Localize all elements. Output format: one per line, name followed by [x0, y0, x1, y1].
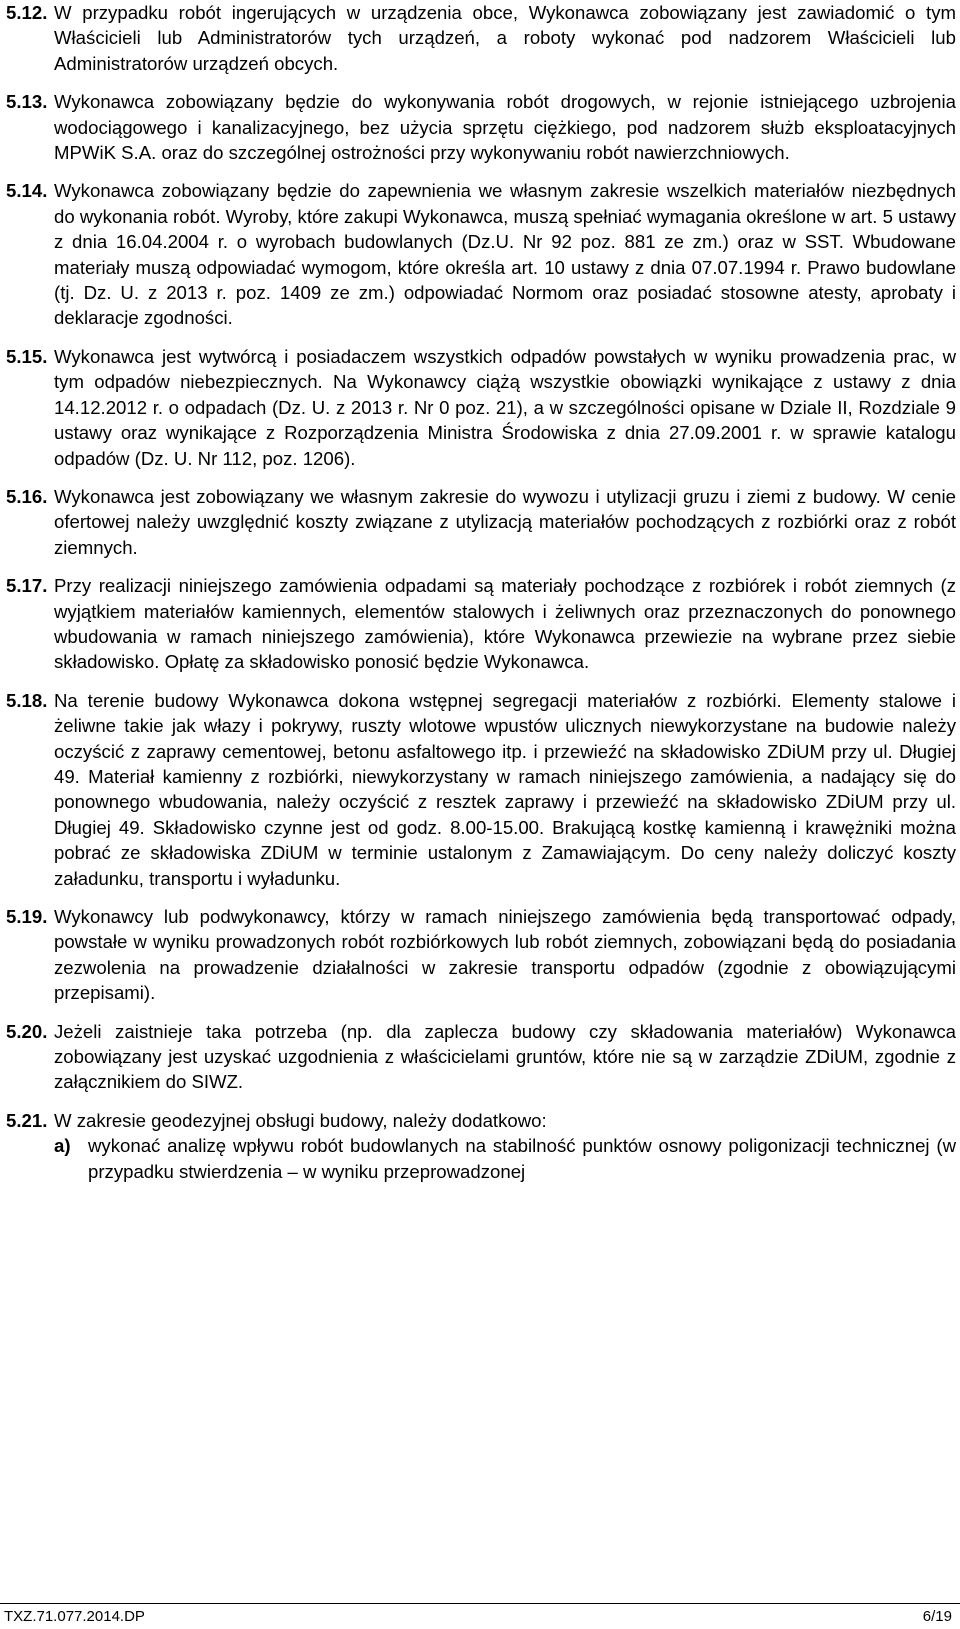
page-footer — [0, 1603, 960, 1629]
paragraph-text: Jeżeli zaistnieje taka potrzeba (np. dla zaplecza budowy czy składowania materiałów) Wykonawca zobowiązany jest uzyskać uzgodnienia z właścicielami gruntów, które nie są w zarządzie ZDiUM, zgodnie z załącznikiem do SIWZ. — [54, 1020, 956, 1093]
paragraph-5-15 — [6, 344, 956, 471]
subitem-label: a) — [54, 1135, 71, 1157]
paragraph-5-19 — [6, 904, 956, 1006]
paragraph-5-14 — [6, 178, 956, 330]
paragraph-5-17 — [6, 573, 956, 675]
paragraph-number: 5.21. — [6, 1109, 48, 1131]
paragraph-text: Wykonawcy lub podwykonawcy, którzy w ramach niniejszego zamówienia będą transportować odpady, powstałe w wyniku prowadzonych robót rozbiórkowych lub robót ziemnych, zobowiązani będą do posiadania zezwolenia na prowadzenie działalności w zakresie transportu odpadów (zgodnie z obowiązującymi przepisami). — [54, 906, 956, 1004]
paragraph-5-20 — [6, 1019, 956, 1095]
paragraph-text: Wykonawca zobowiązany będzie do wykonywania robót drogowych, w rejonie istniejącego uzbrojenia wodociągowego i kanalizacyjnego, bez użycia sprzętu ciężkiego, pod nadzorem służb eksploatacyjnych MPWiK S.A. oraz do szczególnej ostrożności przy wykonywaniu robót nawierzchniowych. — [54, 91, 956, 164]
paragraph-number: 5.16. — [6, 485, 48, 507]
paragraph-number: 5.20. — [6, 1020, 48, 1042]
paragraph-text: W przypadku robót ingerujących w urządzenia obce, Wykonawca zobowiązany jest zawiadomić o tym Właścicieli lub Administratorów tych urządzeń, a roboty wykonać pod nadzorem Właścicieli lub Administratorów urządzeń obcych. — [54, 2, 956, 74]
paragraph-text: Wykonawca zobowiązany będzie do zapewnienia we własnym zakresie wszelkich materiałów niezbędnych do wykonania robót. Wyroby, które zakupi Wykonawca, muszą spełniać wymagania określone w art. 5 ustawy z dnia 16.04.2004 r. o wyrobach budowlanych (Dz.U. Nr 92 poz. 881 ze zm.) oraz w SST. Wbudowane materiały muszą odpowiadać wymogom, które określa art. 10 ustawy z dnia 07.07.1994 r. Prawo budowlane (tj. Dz. U. z 2013 r. poz. 1409 ze zm.) odpowiadać Normom oraz posiadać stosowne atesty, aprobaty i deklaracje zgodności. — [54, 180, 956, 329]
paragraph-number: 5.13. — [6, 91, 48, 113]
paragraph-text: Wykonawca jest zobowiązany we własnym zakresie do wywozu i utylizacji gruzu i ziemi z budowy. W cenie ofertowej należy uwzględnić koszty związane z utylizacją materiałów pochodzących z rozbiórki oraz z robót ziemnych. — [54, 485, 956, 558]
document-page — [6, 0, 956, 1184]
paragraph-5-21 — [6, 1108, 956, 1133]
paragraph-text: Na terenie budowy Wykonawca dokona wstępnej segregacji materiałów z rozbiórki. Elementy stalowe i żeliwne takie jak włazy i pokrywy, ruszty wlotowe wpustów ulicznych niewykorzystane na budowie należy oczyścić z zaprawy cementowej, betonu asfaltowego itp. i przewieźć na składowisko ZDiUM przy ul. Długiej 49. Materiał kamienny z rozbiórki, niewykorzystany w ramach niniejszego zamówienia, a nadający się do ponownego wbudowania, należy oczyścić z resztek zaprawy i przewieźć na składowisko ZDiUM przy ul. Długiej 49. Składowisko czynne jest od godz. 8.00-15.00. Brakującą kostkę kamienną i krawężniki można pobrać ze składowiska ZDiUM w terminie ustalonym z Zamawiającym. Do ceny należy doliczyć koszty załadunku, transportu i wyładunku. — [54, 689, 956, 889]
paragraph-5-16 — [6, 484, 956, 560]
paragraph-text: W zakresie geodezyjnej obsługi budowy, należy dodatkowo: — [54, 1109, 547, 1131]
paragraph-number: 5.15. — [6, 345, 48, 367]
subitem-a — [6, 1133, 956, 1184]
paragraph-number: 5.18. — [6, 689, 48, 711]
paragraph-number: 5.14. — [6, 180, 48, 202]
paragraph-5-18 — [6, 688, 956, 891]
document-reference: TXZ.71.077.2014.DP — [4, 1608, 145, 1625]
paragraph-text: Przy realizacji niniejszego zamówienia odpadami są materiały pochodzące z rozbiórek i robót ziemnych (z wyjątkiem materiałów kamiennych, elementów stalowych i żeliwnych oraz przeznaczonych do ponownego wbudowania w ramach niniejszego zamówienia), które Wykonawca przewiezie na wybrane przez siebie składowisko. Opłatę za składowisko ponosić będzie Wykonawca. — [54, 575, 956, 673]
page-number: 6/19 — [922, 1608, 952, 1625]
subitem-text: wykonać analizę wpływu robót budowlanych na stabilność punktów osnowy poligonizacji technicznej (w przypadku stwierdzenia – w wyniku przeprowadzonej — [88, 1135, 956, 1182]
paragraph-number: 5.17. — [6, 575, 48, 597]
paragraph-number: 5.19. — [6, 906, 48, 927]
paragraph-5-13 — [6, 89, 956, 165]
paragraph-5-12 — [6, 0, 956, 76]
paragraph-number: 5.12. — [6, 2, 48, 23]
paragraph-text: Wykonawca jest wytwórcą i posiadaczem wszystkich odpadów powstałych w wyniku prowadzenia prac, w tym odpadów niebezpiecznych. Na Wykonawcy ciążą wszystkie obowiązki wynikające z ustawy z dnia 14.12.2012 r. o odpadach (Dz. U. z 2013 r. Nr 0 poz. 21), a w szczególności opisane w Dziale II, Rozdziale 9 ustawy oraz wynikające z Rozporządzenia Ministra Środowiska z dnia 27.09.2001 r. w sprawie katalogu odpadów (Dz. U. Nr 112, poz. 1206). — [54, 345, 956, 469]
